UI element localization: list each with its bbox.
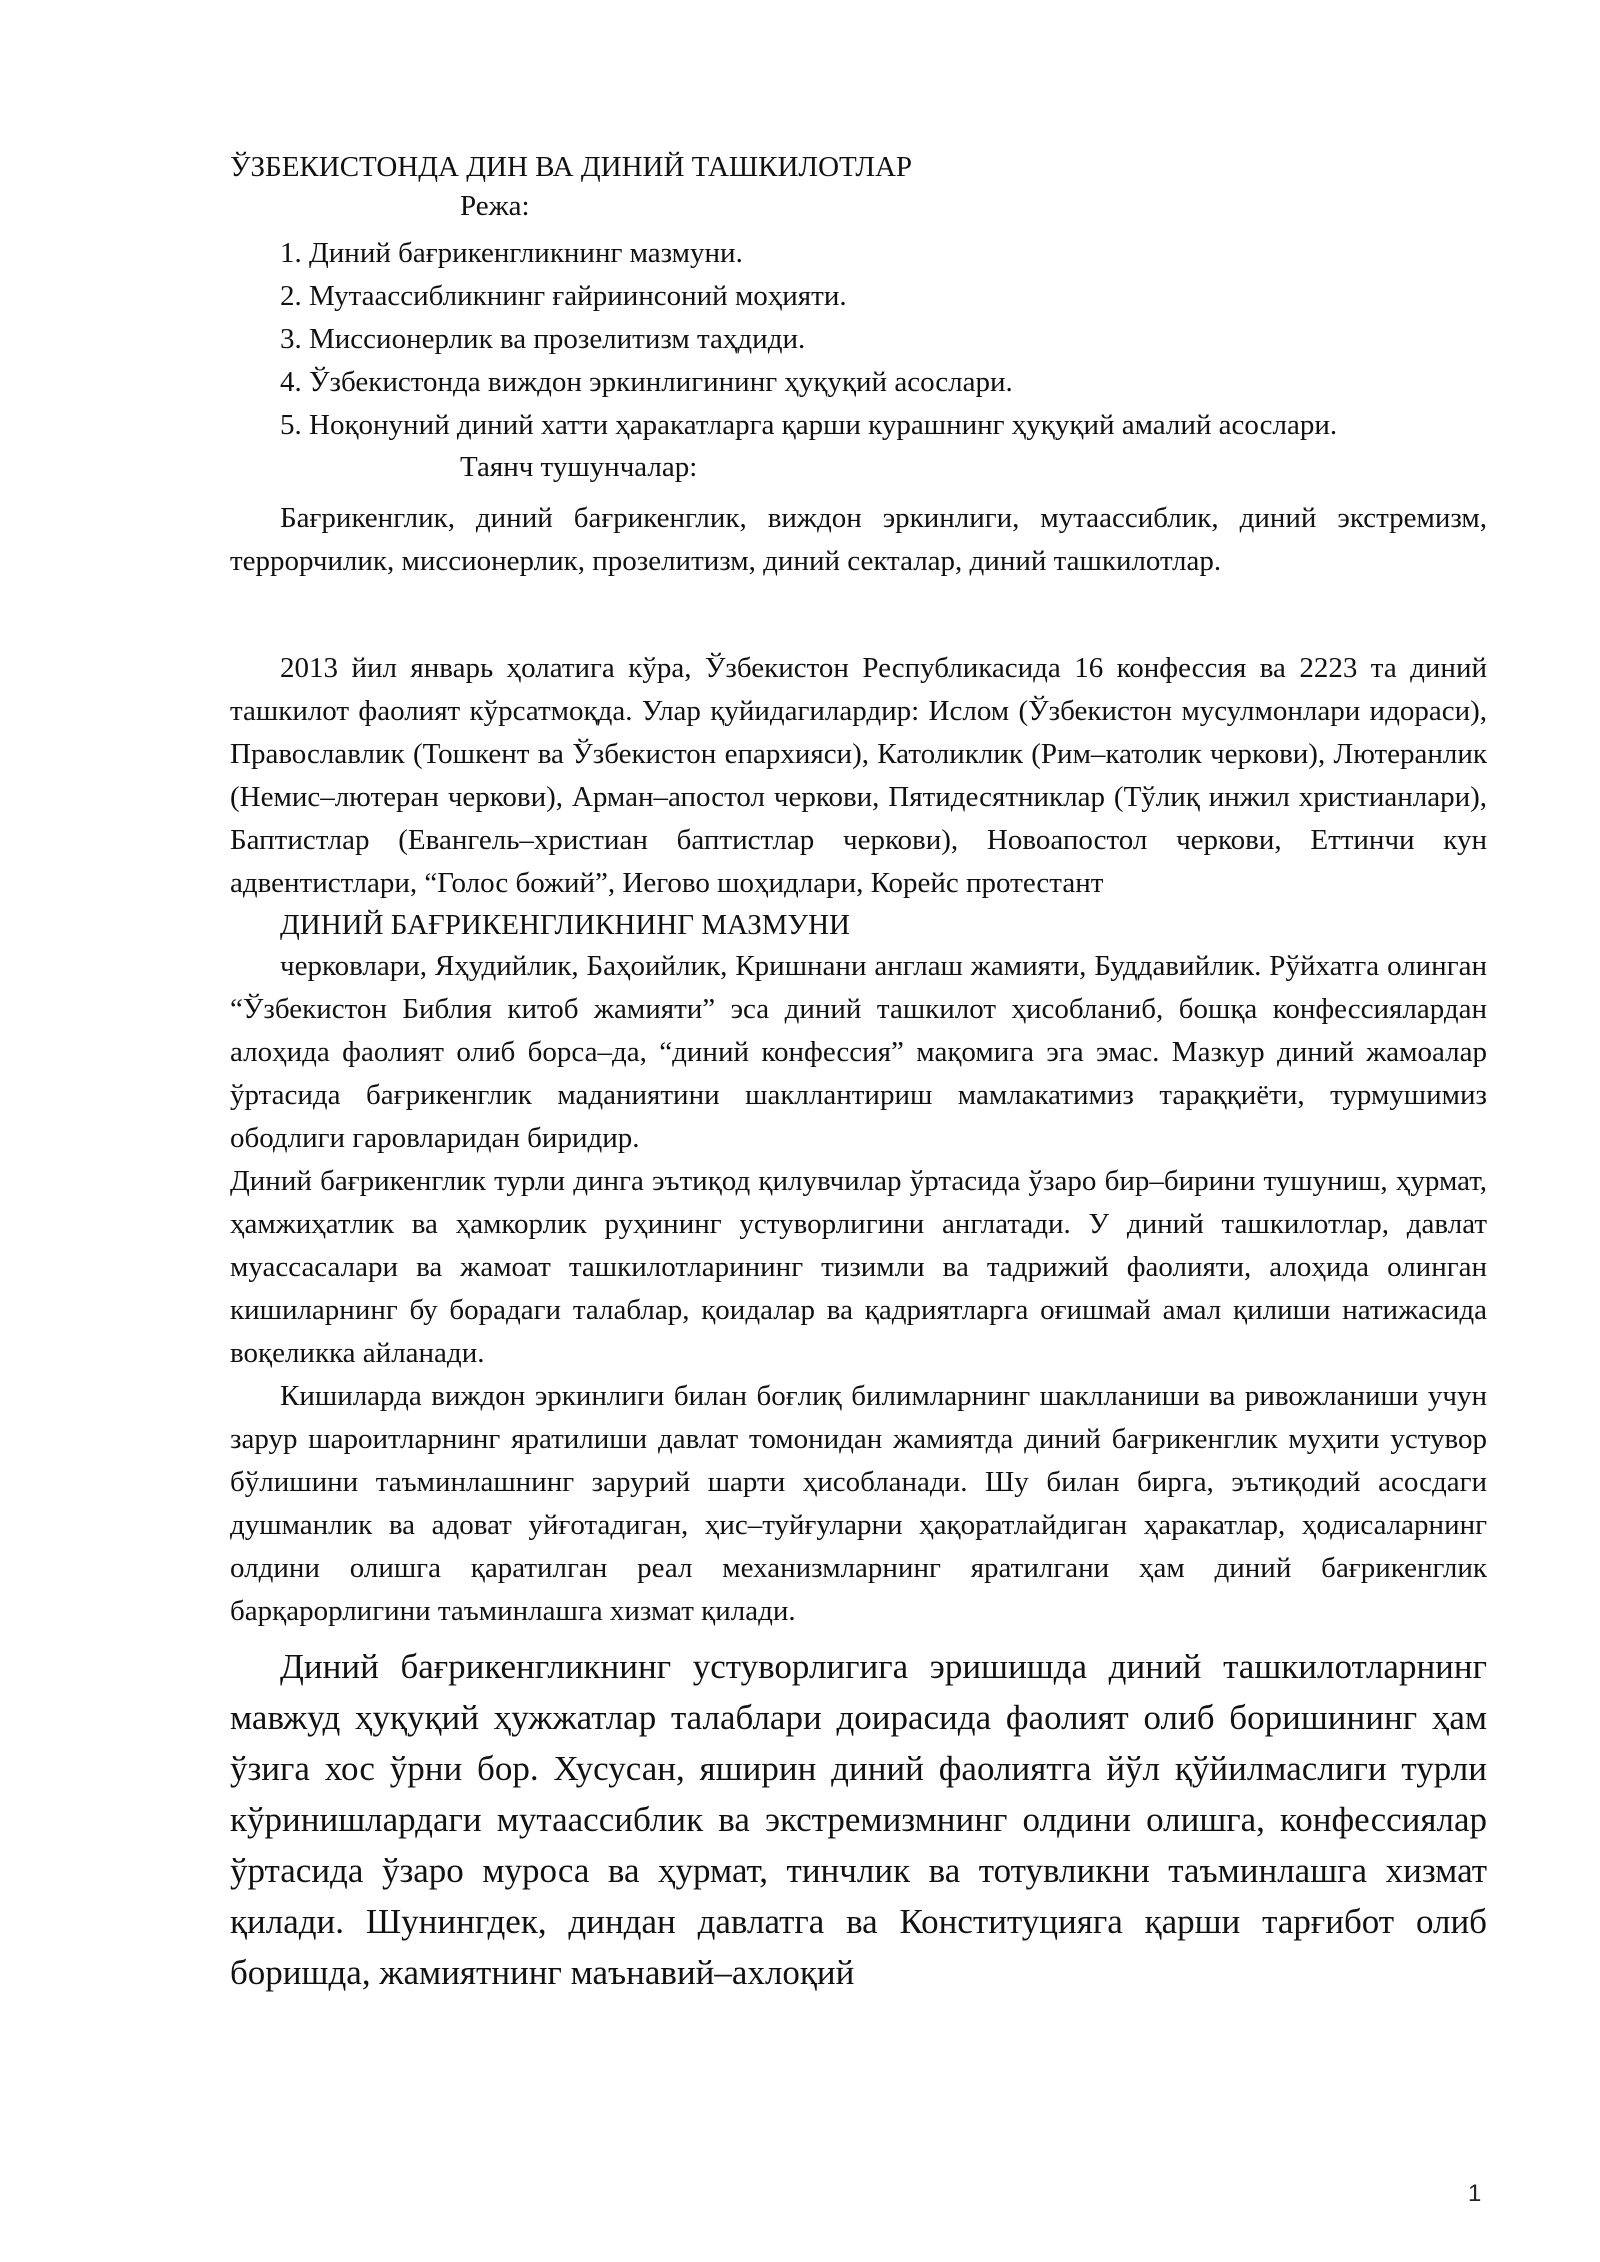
plan-item: 4. Ўзбекистонда виждон эркинлигининг ҳуқуқий асослари.	[280, 366, 1013, 398]
body-paragraph-5: Диний бағрикенгликнинг устуворлигига эришишда диний ташкилотларнинг мавжуд ҳуқуқий ҳужжатлар талаблари доирасида фаолият олиб боришининг ҳам ўзига хос ўрни бор. Хусусан, яширин диний фаолиятга йўл қўйилмаслиги турли кўринишлардаги мутаассиблик ва экстремизмнинг олдини олишга, конфессиялар ўртасида ўзаро муроса ва ҳурмат, тинчлик ва тотувликни таъминлашга хизмат қилади. Шунингдек, диндан давлатга ва Конституцияга қарши тарғибот олиб боришда, жамиятнинг маънавий–ахлоқий	[230, 1647, 1487, 1992]
plan-item: 5. Ноқонуний диний хатти ҳаракатларга қарши курашнинг ҳуқуқий амалий асослари.	[280, 409, 1338, 441]
body-paragraph-4: Кишиларда виждон эркинлиги билан боғлиқ билимларнинг шаклланиши ва ривожланиши учун зарур шароитларнинг яратилиши давлат томонидан жамиятда диний бағрикенглик муҳити устувор бўлишини таъминлашнинг зарурий шарти ҳисобланади. Шу билан бирга, эътиқодий асосдаги душманлик ва адоват уйғотадиган, ҳис–туйғуларни ҳақоратлайдиган ҳаракатлар, ҳодисаларнинг олдини олишга қаратилган реал механизмларнинг яратилгани ҳам диний бағрикенглик барқарорлигини таъминлашга хизмат қилади.	[230, 1380, 1487, 1627]
concepts-paragraph: Бағрикенглик, диний бағрикенглик, виждон эркинлиги, мутаассиблик, диний экстремизм, террорчилик, миссионерлик, прозелитизм, диний секталар, диний ташкилотлар.	[230, 502, 1487, 577]
body-paragraph-1: 2013 йил январь ҳолатига кўра, Ўзбекистон Республикасида 16 конфессия ва 2223 та диний ташкилот фаолият кўрсатмоқда. Улар қуйидагилардир: Ислом (Ўзбекистон мусулмонлари идораси), Православлик (Тошкент ва Ўзбекистон епархияси), Католиклик (Рим–католик черкови), Лютеранлик (Немис–лютеран черкови), Арман–апостол черкови, Пятидесятниклар (Тўлиқ инжил христианлари), Баптистлар (Евангель–христиан баптистлар черкови), Новоапостол черкови, Еттинчи кун адвентистлари, “Голос божий”, Иегово шоҳидлари, Корейс протестант	[230, 652, 1487, 899]
body-paragraph-3: Диний бағрикенглик турли динга эътиқод қилувчилар ўртасида ўзаро бир–бирини тушуниш, ҳурмат, ҳамжиҳатлик ва ҳамкорлик руҳининг устуворлигини англатади. У диний ташкилотлар, давлат муассасалари ва жамоат ташкилотларининг тизимли ва тадрижий фаолияти, алоҳида олинган кишиларнинг бу борадаги талаблар, қоидалар ва қадриятларга оғишмай амал қилиши натижасида воқеликка айланади.	[230, 1165, 1487, 1369]
plan-list	[230, 232, 1487, 447]
page-number: 1	[1468, 2180, 1482, 2207]
plan-item: 1. Диний бағрикенгликнинг мазмуни.	[280, 237, 743, 269]
concepts-heading: Таянч тушунчалар:	[460, 451, 698, 483]
plan-item: 3. Миссионерлик ва прозелитизм таҳдиди.	[280, 323, 806, 355]
page-content	[230, 148, 1487, 1998]
spacer	[230, 583, 1487, 647]
document-title: ЎЗБЕКИСТОНДА ДИН ВА ДИНИЙ ТАШКИЛОТЛАР	[230, 151, 913, 183]
plan-heading: Режа:	[460, 190, 530, 222]
body-paragraph-2: черковлари, Яҳудийлик, Баҳоийлик, Кришнани англаш жамияти, Буддавийлик. Рўйхатга олинган “Ўзбекистон Библия китоб жамияти” эса диний ташкилот ҳисобланиб, бошқа конфессиялардан алоҳида фаолият олиб борса–да, “диний конфессия” мақомига эга эмас. Мазкур диний жамоалар ўртасида бағрикенглик маданиятини шакллантириш мамлакатимиз тараққиёти, турмушимиз ободлиги гаровларидан биридир.	[230, 950, 1487, 1154]
section-title: ДИНИЙ БАҒРИКЕНГЛИКНИНГ МАЗМУНИ	[280, 909, 850, 941]
plan-item: 2. Мутаассибликнинг ғайриинсоний моҳияти.	[280, 280, 847, 312]
